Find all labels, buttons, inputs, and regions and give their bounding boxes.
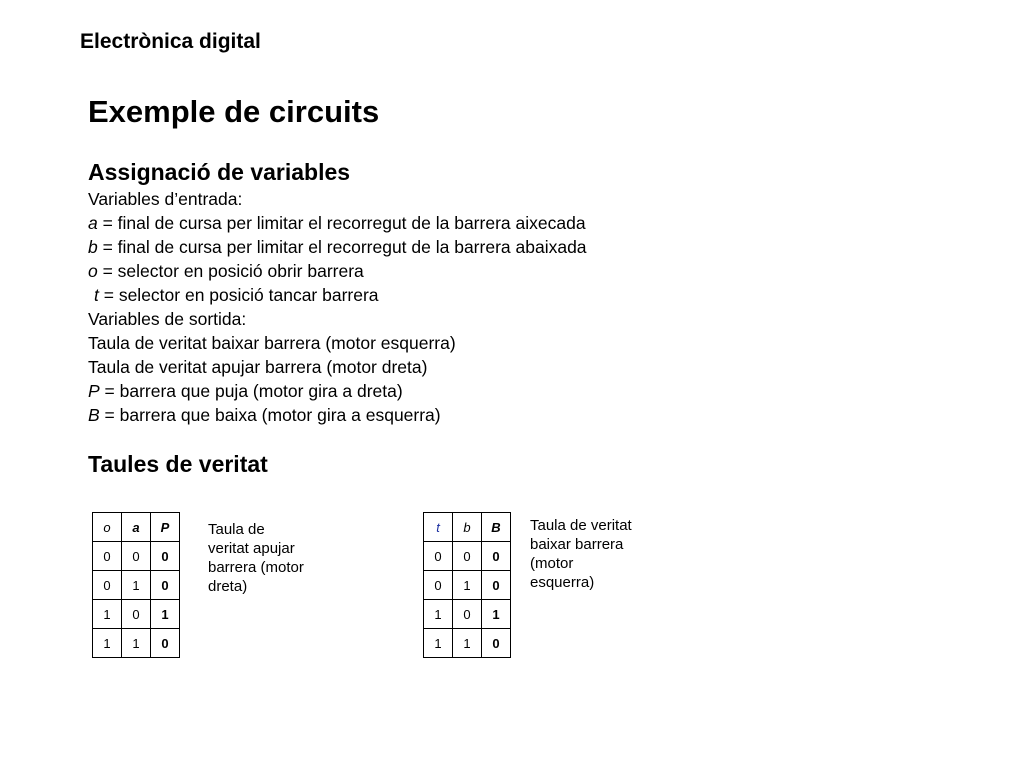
var-b: b	[88, 237, 98, 257]
section-heading-truth-tables: Taules de veritat	[88, 451, 268, 477]
line-table-down: Taula de veritat baixar barrera (motor esquerra)	[88, 333, 456, 353]
line-var-b: b = final de cursa per limitar el recorregut de la barrera abaixada	[88, 237, 587, 257]
table-cell: 0	[453, 542, 482, 571]
table-cell: 1	[424, 629, 453, 658]
table-caption-down: Taula de veritat baixar barrera (motor esquerra)	[530, 517, 632, 591]
table-cell: 0	[122, 542, 151, 571]
table-cell: 1	[93, 629, 122, 658]
table-cell: 1	[93, 600, 122, 629]
table-cell: 0	[424, 542, 453, 571]
line-var-t: t = selector en posició tancar barrera	[94, 285, 379, 305]
table-header-cell: b	[453, 513, 482, 542]
table-cell: 0	[482, 542, 511, 571]
truth-table-up	[92, 512, 180, 658]
var-B: B	[88, 405, 100, 425]
line-var-a: a = final de cursa per limitar el recorregut de la barrera aixecada	[88, 213, 586, 233]
table-header-cell: t	[424, 513, 453, 542]
var-o: o	[88, 261, 98, 281]
table-row	[424, 542, 511, 571]
var-a: a	[88, 213, 98, 233]
table-row	[93, 600, 180, 629]
table-cell: 0	[424, 571, 453, 600]
table-cell: 0	[482, 571, 511, 600]
table-cell: 0	[151, 571, 180, 600]
table-cell: 1	[424, 600, 453, 629]
table-row	[424, 629, 511, 658]
table-cell: 1	[482, 600, 511, 629]
table-cell: 0	[151, 629, 180, 658]
table-cell: 0	[482, 629, 511, 658]
var-P: P	[88, 381, 100, 401]
table-header-row	[93, 513, 180, 542]
line-var-o: o = selector en posició obrir barrera	[88, 261, 364, 281]
table-cell: 1	[122, 629, 151, 658]
line-var-P: P = barrera que puja (motor gira a dreta)	[88, 381, 403, 401]
table-cell: 0	[93, 542, 122, 571]
line-var-B: B = barrera que baixa (motor gira a esquerra)	[88, 405, 441, 425]
table-cell: 1	[151, 600, 180, 629]
truth-table-down	[423, 512, 511, 658]
table-header-cell: B	[482, 513, 511, 542]
table-row	[424, 600, 511, 629]
line-table-up: Taula de veritat apujar barrera (motor dreta)	[88, 357, 428, 377]
table-header-row	[424, 513, 511, 542]
table-header-cell: a	[122, 513, 151, 542]
slide-title: Exemple de circuits	[88, 94, 380, 129]
table-caption-up: Taula de veritat apujar barrera (motor dreta)	[208, 521, 304, 595]
line-outputs-heading: Variables de sortida:	[88, 309, 247, 329]
table-header-cell: P	[151, 513, 180, 542]
table-row	[93, 571, 180, 600]
table-cell: 0	[93, 571, 122, 600]
table-cell: 0	[151, 542, 180, 571]
table-cell: 0	[122, 600, 151, 629]
table-cell: 1	[453, 629, 482, 658]
table-header-cell: o	[93, 513, 122, 542]
variables-section	[88, 157, 788, 427]
header-title: Electrònica digital	[80, 30, 261, 53]
table-row	[424, 571, 511, 600]
table-cell: 1	[122, 571, 151, 600]
section-heading-variables: Assignació de variables	[88, 159, 351, 185]
table-row	[93, 629, 180, 658]
table-cell: 1	[453, 571, 482, 600]
line-inputs-heading: Variables d’entrada:	[88, 189, 243, 209]
table-cell: 0	[453, 600, 482, 629]
var-t: t	[94, 285, 99, 305]
table-row	[93, 542, 180, 571]
